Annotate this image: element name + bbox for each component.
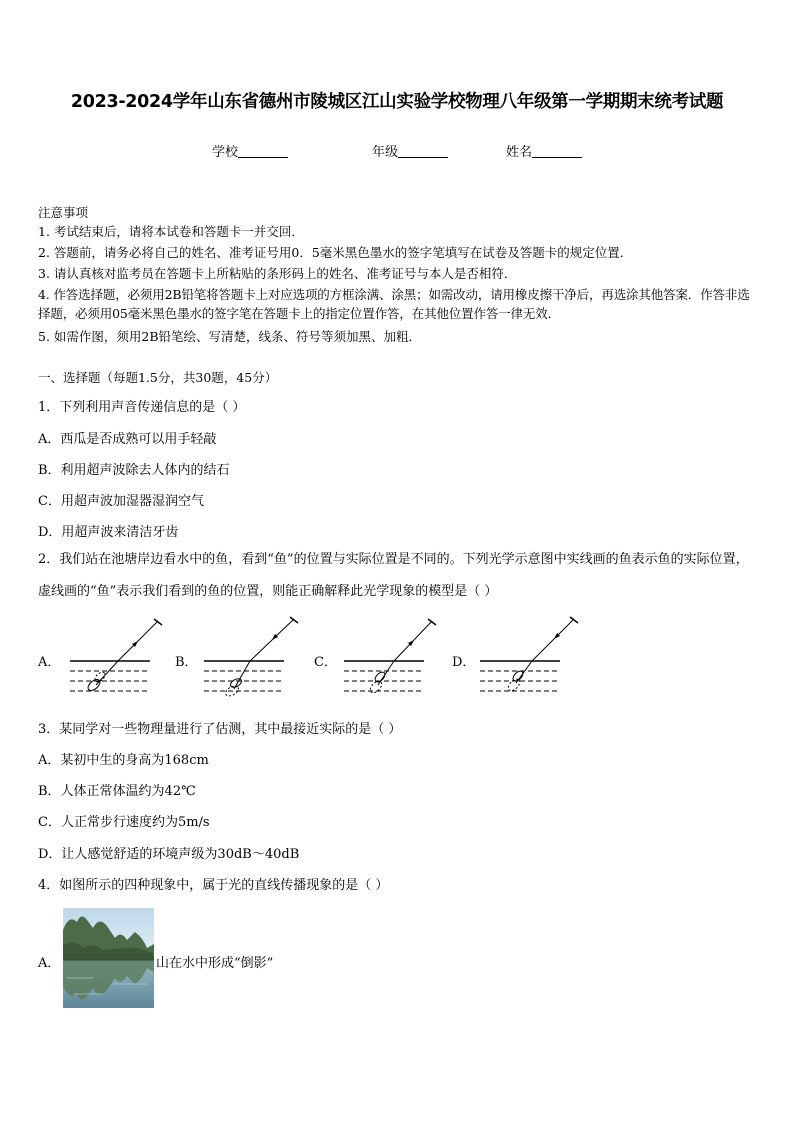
- notice-item: 2. 答题前，请务必将自己的姓名、准考证号用0．5毫米黑色墨水的签字笔填写在试卷及答题卡的规定位置．: [38, 245, 633, 260]
- figure-b-diagram: [200, 613, 300, 705]
- question-3-option-a: A．某初中生的身高为168cm: [38, 753, 209, 768]
- school-field: [212, 141, 288, 160]
- notice-heading: 注意事项: [38, 205, 89, 220]
- question-4-option-a-label: A．: [38, 956, 61, 971]
- question-2-figure-d-label: D．: [452, 655, 476, 670]
- notice-item: 1. 考试结束后，请将本试卷和答题卡一并交回．: [38, 224, 304, 239]
- question-2-figure-a-label: A．: [38, 655, 61, 670]
- name-blank: [532, 145, 582, 158]
- question-2-stem: 2．我们站在池塘岸边看水中的鱼，看到“鱼”的位置与实际位置是不同的。下列光学示意图中实线画的鱼表示鱼的实际位置，虚线画的“鱼”表示我们看到的鱼的位置，则能正确解释此光学现象的模型是（ ）: [38, 552, 749, 599]
- name-field: [506, 141, 582, 160]
- notice-item: 5. 如需作图，须用2B铅笔绘、写清楚，线条、符号等须加黑、加粗．: [38, 329, 422, 344]
- question-1-stem: 1．下列利用声音传递信息的是（ ）: [38, 400, 246, 415]
- school-blank: [238, 145, 288, 158]
- grade-label: 年级: [372, 145, 399, 160]
- mountain-reflection-photo: [63, 908, 154, 1008]
- question-1-option-d: D．用超声波来清洁牙齿: [38, 525, 179, 540]
- question-3-option-d: D．让人感觉舒适的环境声级为30dB～40dB: [38, 847, 300, 862]
- notice-item: 4. 作答选择题，必须用2B铅笔将答题卡上对应选项的方框涂满、涂黑；如需改动，请用橡皮擦干净后，再选涂其他答案．作答非选择题，必须用05毫米黑色墨水的签字笔在答题卡上的指定位置作答，在其他位置作答一律无效．: [38, 287, 750, 321]
- question-3-option-b: B．人体正常体温约为42℃: [38, 784, 196, 799]
- question-4-option-a-caption: 山在水中形成“倒影”: [156, 956, 274, 971]
- question-3-stem: 3．某同学对一些物理量进行了估测，其中最接近实际的是（ ）: [38, 722, 402, 737]
- question-2-figure-c-label: C．: [314, 655, 337, 670]
- name-label: 姓名: [506, 145, 533, 160]
- section-heading: 一、选择题（每题1.5分，共30题，45分）: [38, 370, 278, 385]
- grade-field: [372, 141, 448, 160]
- question-1-option-c: C．用超声波加湿器湿润空气: [38, 494, 204, 509]
- figure-d-diagram: [476, 613, 580, 705]
- figure-c-diagram: [340, 613, 440, 705]
- question-1-option-b: B．利用超声波除去人体内的结石: [38, 463, 230, 478]
- question-1-option-a: A．西瓜是否成熟可以用手轻敲: [38, 432, 217, 447]
- question-3-option-c: C．人正常步行速度约为5m/s: [38, 815, 210, 830]
- notice-item: 3. 请认真核对监考员在答题卡上所粘贴的条形码上的姓名、准考证号与本人是否相符．: [38, 266, 517, 281]
- school-label: 学校: [212, 145, 239, 160]
- figure-a-diagram: [66, 613, 166, 705]
- question-2-figure-b-label: B．: [175, 655, 198, 670]
- page-title: 2023-2024学年山东省德州市陵城区江山实验学校物理八年级第一学期期末统考试题: [70, 92, 724, 112]
- grade-blank: [398, 145, 448, 158]
- question-4-stem: 4．如图所示的四种现象中，属于光的直线传播现象的是（ ）: [38, 878, 389, 893]
